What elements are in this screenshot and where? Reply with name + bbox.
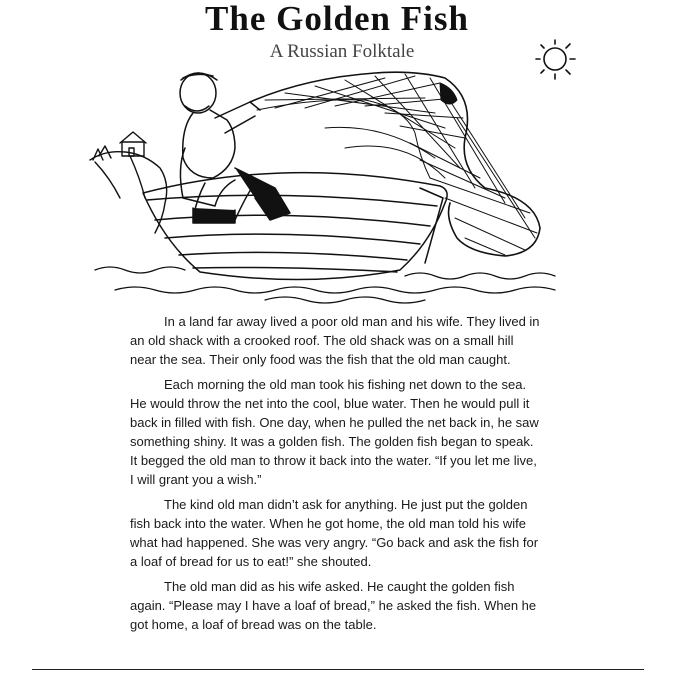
story-text [130, 312, 540, 640]
rowboat [143, 173, 447, 280]
fisherman [180, 73, 290, 223]
page-title: The Golden Fish [205, 0, 469, 38]
sun-icon [536, 40, 575, 79]
story-paragraph-1: In a land far away lived a poor old man and his wife. They lived in an old shack with a crooked roof. The old shack was on a small hill near the sea. Their only food was the fish that the old man caught. [130, 314, 540, 367]
bottom-divider [32, 669, 644, 670]
story-paragraph-3: The kind old man didn’t ask for anything. He just put the golden fish back into the water. When he got home, the old man told his wife what had happened. She was very angry. “Go back and ask the fish for a loaf of bread for us to eat!” she shouted. [130, 497, 539, 569]
illustration [85, 38, 605, 308]
waves [95, 267, 555, 303]
story-paragraph-4: The old man did as his wife asked. He caught the golden fish again. “Please may I have a loaf of bread,” he asked the fish. When he got home, a loaf of bread was on the table. [130, 579, 537, 632]
page-subtitle: A Russian Folktale [269, 41, 415, 62]
fishing-net [250, 72, 540, 256]
story-paragraph-2: Each morning the old man took his fishing net down to the sea. He would throw the net into the cool, blue water. Then he would pull it back in filled with fish. One day, when he pulled the net back in, he saw something shiny. It was a golden fish. The golden fish began to speak. It begged the old man to throw it back into the water. “If you let me live, I will grant you a wish.” [130, 377, 539, 487]
